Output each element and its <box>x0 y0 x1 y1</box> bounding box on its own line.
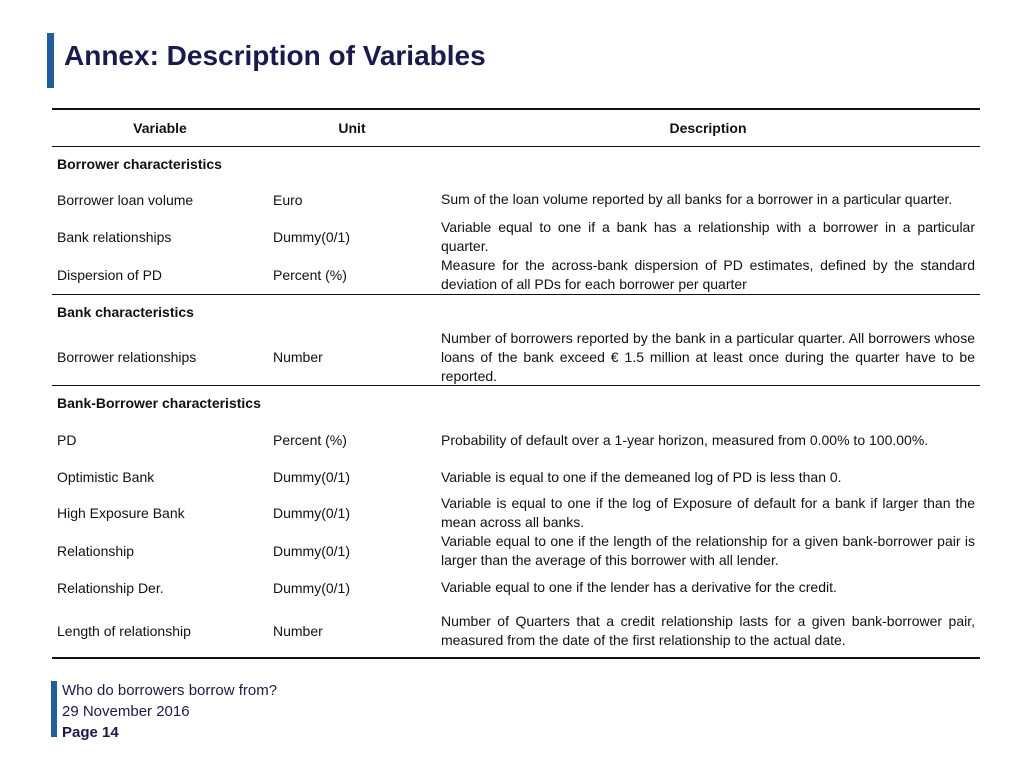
cell-description: Number of borrowers reported by the bank in a particular quarter. All borrowers whose loans of the bank exceed € 1.5 million at least once during the quarter have to be reported. <box>441 329 975 384</box>
cell-unit: Dummy(0/1) <box>273 229 351 245</box>
cell-variable: Borrower loan volume <box>57 191 194 208</box>
table-row <box>52 570 980 605</box>
table-row <box>52 218 980 256</box>
cell-variable: Dispersion of PD <box>57 267 163 283</box>
cell-unit: Number <box>273 349 323 365</box>
cell-description: Variable is equal to one if the log of Exposure of default for a bank if larger than the mean across all banks. <box>441 495 975 530</box>
table-row <box>52 532 980 570</box>
cell-variable: Optimistic Bank <box>57 469 155 485</box>
cell-description: Variable equal to one if a bank has a relationship with a borrower in a particular quarter. <box>441 219 975 254</box>
cell-unit: Dummy(0/1) <box>273 579 351 596</box>
cell-unit: Percent (%) <box>273 267 347 283</box>
section-title-borrower: Borrower characteristics <box>57 156 222 172</box>
cell-description: Variable equal to one if the lender has a derivative for the credit. <box>441 579 837 595</box>
cell-variable: Relationship <box>57 543 135 559</box>
cell-variable: Borrower relationships <box>57 349 197 365</box>
cell-unit: Number <box>273 623 323 639</box>
cell-variable: Relationship Der. <box>57 579 164 596</box>
cell-description: Measure for the across-bank dispersion of PD estimates, defined by the standard deviation of all PDs for each borrower per quarter <box>441 257 975 292</box>
cell-unit: Dummy(0/1) <box>273 505 351 521</box>
header-description: Description <box>669 120 747 136</box>
cell-description: Sum of the loan volume reported by all banks for a borrower in a particular quarter. <box>441 191 953 207</box>
cell-variable: Bank relationships <box>57 229 172 245</box>
footer <box>62 680 277 743</box>
table-row <box>52 181 980 218</box>
footer-accent-bar <box>51 681 57 737</box>
section-title-bank-borrower: Bank-Borrower characteristics <box>57 395 261 411</box>
footer-date: 29 November 2016 <box>62 703 190 720</box>
cell-description: Probability of default over a 1-year horizon, measured from 0.00% to 100.00%. <box>441 431 929 448</box>
cell-variable: PD <box>57 432 77 448</box>
page-title: Annex: Description of Variables <box>64 40 486 71</box>
cell-unit: Euro <box>273 191 303 208</box>
footer-subtitle: Who do borrowers borrow from? <box>62 682 278 699</box>
table-row <box>52 605 980 657</box>
header-unit: Unit <box>338 120 366 136</box>
header-variable: Variable <box>133 120 187 136</box>
cell-description: Variable is equal to one if the demeaned log of PD is less than 0. <box>441 468 842 485</box>
table-row <box>52 329 980 385</box>
cell-description: Variable equal to one if the length of the relationship for a given bank-borrower pair is larger than the average of this borrower with all lender. <box>441 533 975 568</box>
table-row <box>52 256 980 294</box>
section-title-bank: Bank characteristics <box>57 304 194 320</box>
page-number: Page 14 <box>62 724 119 741</box>
table-row <box>52 420 980 460</box>
cell-variable: Length of relationship <box>57 623 191 639</box>
table-row <box>52 460 980 494</box>
variables-table <box>52 108 980 659</box>
cell-unit: Percent (%) <box>273 432 347 448</box>
cell-unit: Dummy(0/1) <box>273 543 351 559</box>
table-header <box>52 110 980 146</box>
title-accent-bar <box>47 33 54 88</box>
cell-unit: Dummy(0/1) <box>273 469 351 485</box>
cell-description: Number of Quarters that a credit relationship lasts for a given bank-borrower pair, measured from the date of the first relationship to the actual date. <box>441 613 975 648</box>
table-bottom-rule <box>52 657 980 659</box>
cell-variable: High Exposure Bank <box>57 505 185 521</box>
table-row <box>52 494 980 532</box>
